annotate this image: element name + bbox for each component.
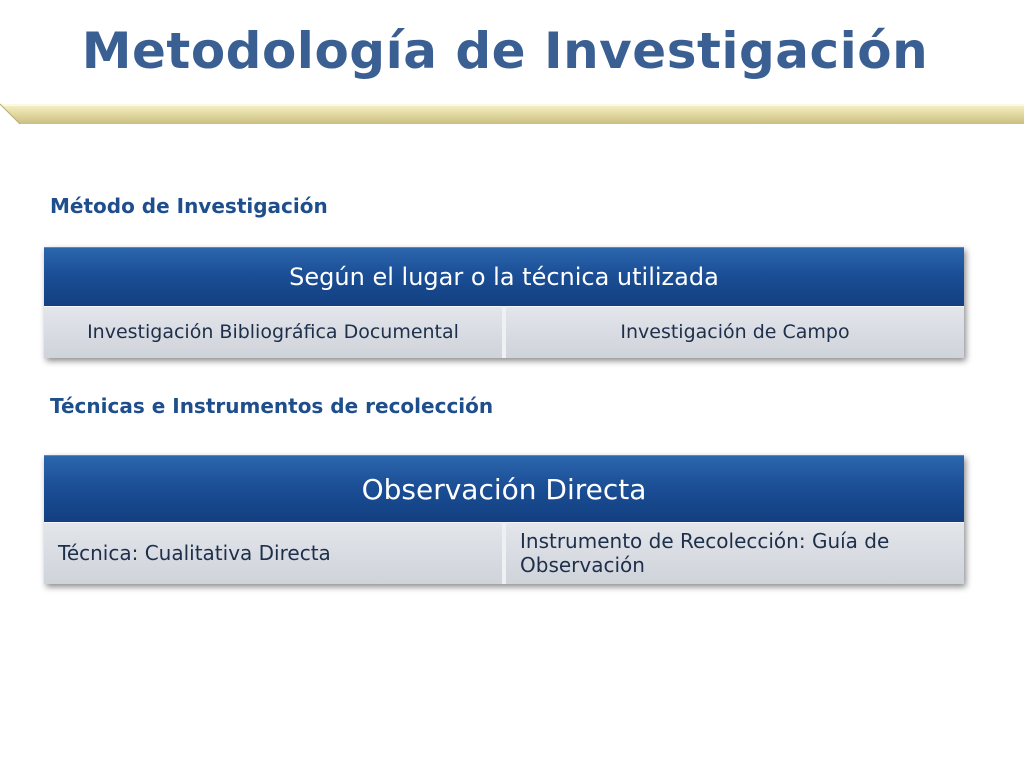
techniques-card-row <box>44 522 964 584</box>
method-card <box>44 247 964 358</box>
method-card-row <box>44 306 964 358</box>
method-card-header: Según el lugar o la técnica utilizada <box>44 247 964 306</box>
techniques-card-header: Observación Directa <box>44 455 964 522</box>
method-cell-field: Investigación de Campo <box>506 306 964 358</box>
section-heading-techniques: Técnicas e Instrumentos de recolección <box>50 394 494 418</box>
technique-cell: Técnica: Cualitativa Directa <box>44 522 506 584</box>
slide-title: Metodología de Investigación <box>81 22 929 80</box>
techniques-card <box>44 455 964 584</box>
instrument-cell: Instrumento de Recolección: Guía de Observación <box>506 522 964 584</box>
method-cell-bibliographic: Investigación Bibliográfica Documental <box>44 306 506 358</box>
title-underline-bar <box>0 102 1024 126</box>
section-heading-method: Método de Investigación <box>50 194 328 218</box>
